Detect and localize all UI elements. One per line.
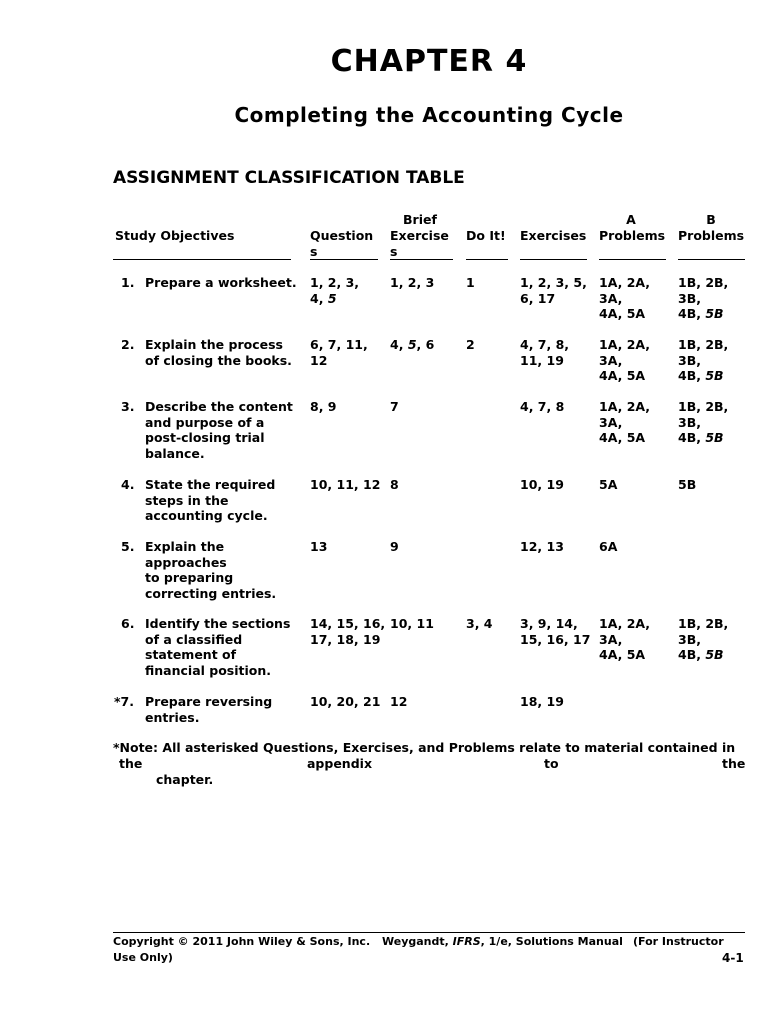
objective-text: Prepare reversing entries.: [145, 694, 273, 725]
chapter-title: CHAPTER 4: [330, 44, 528, 79]
exercises-cell: 4, 7, 8: [520, 399, 565, 414]
header-brief-word: Brief: [403, 212, 437, 227]
questions-cell: 10, 20, 21: [310, 694, 381, 709]
exercises-cell: 1, 2, 3, 5, 6, 17: [520, 275, 587, 306]
questions-cell: 1, 2, 3, 4, 5: [310, 275, 360, 306]
brief-exercises-cell: 8: [390, 477, 399, 492]
header-underline: [520, 259, 587, 260]
objective-number: 4.: [121, 477, 135, 492]
header-exercises: Exercises: [520, 228, 587, 243]
b-problems-cell: 5B: [678, 477, 697, 492]
header-study-objectives: Study Objectives: [115, 228, 235, 243]
questions-cell: 13: [310, 539, 328, 554]
header-do-it: Do It!: [466, 228, 506, 243]
questions-cell: 10, 11, 12: [310, 477, 381, 492]
footnote-word: the: [119, 756, 143, 771]
chapter-subtitle: Completing the Accounting Cycle: [234, 103, 624, 127]
a-problems-cell: 1A, 2A, 3A, 4A, 5A: [599, 275, 651, 322]
do-it-cell: 3, 4: [466, 616, 493, 631]
footnote-line-3: chapter.: [156, 772, 214, 787]
do-it-cell: 1: [466, 275, 475, 290]
footnote-word: appendix: [307, 756, 373, 771]
a-problems-cell: 6A: [599, 539, 618, 554]
a-problems-cell: 1A, 2A, 3A, 4A, 5A: [599, 616, 651, 663]
a-problems-cell: 5A: [599, 477, 618, 492]
header-underline: [390, 259, 453, 260]
table-title: ASSIGNMENT CLASSIFICATION TABLE: [113, 168, 465, 188]
objective-text: State the required steps in the accounting cycle.: [145, 477, 276, 524]
brief-exercises-cell: 10, 11: [390, 616, 434, 631]
brief-exercises-cell: 9: [390, 539, 399, 554]
exercises-cell: 18, 19: [520, 694, 564, 709]
footer-copyright: Copyright © 2011 John Wiley & Sons, Inc.: [113, 935, 371, 948]
exercises-cell: 12, 13: [520, 539, 564, 554]
objective-text: Explain the approaches to preparing correcting entries.: [145, 539, 277, 601]
header-underline: [113, 259, 291, 260]
objective-text: Prepare a worksheet.: [145, 275, 297, 290]
questions-cell: 6, 7, 11, 12: [310, 337, 368, 368]
objective-text: Describe the content and purpose of a post-closing trial balance.: [145, 399, 293, 461]
page-number: 4-1: [722, 951, 744, 965]
header-underline: [310, 259, 378, 260]
header-b-problems: B Problems: [678, 212, 745, 243]
exercises-cell: 10, 19: [520, 477, 564, 492]
a-problems-cell: 1A, 2A, 3A, 4A, 5A: [599, 399, 651, 446]
objective-number: 2.: [121, 337, 135, 352]
brief-exercises-cell: 12: [390, 694, 408, 709]
questions-cell: 14, 15, 16, 17, 18, 19: [310, 616, 386, 647]
b-problems-cell: 1B, 2B, 3B, 4B, 5B: [678, 399, 729, 446]
footer-book-info: [382, 934, 623, 950]
footer-use-only: Use Only): [113, 951, 173, 964]
header-questions: Question s: [310, 228, 374, 259]
footnote-word: the: [722, 756, 746, 771]
objective-number: 1.: [121, 275, 135, 290]
brief-exercises-cell: 4, 5, 6: [390, 337, 435, 352]
header-underline: [466, 259, 508, 260]
questions-cell: 8, 9: [310, 399, 337, 414]
objective-number: 5.: [121, 539, 135, 554]
header-brief-exercises-lower: Exercise s: [390, 228, 449, 259]
b-problems-cell: 1B, 2B, 3B, 4B, 5B: [678, 337, 729, 384]
exercises-cell: 3, 9, 14, 15, 16, 17: [520, 616, 591, 647]
objective-text: Explain the process of closing the books.: [145, 337, 292, 368]
objective-number: 6.: [121, 616, 135, 631]
objective-number: *7.: [114, 694, 134, 709]
footer-edition: , 1/e, Solutions Manual: [480, 935, 623, 948]
do-it-cell: 2: [466, 337, 475, 352]
footnote-word: to: [544, 756, 559, 771]
header-underline: [678, 259, 745, 260]
footer-instructor: (For Instructor: [633, 935, 724, 948]
b-problems-cell: 1B, 2B, 3B, 4B, 5B: [678, 616, 729, 663]
b-problems-cell: 1B, 2B, 3B, 4B, 5B: [678, 275, 729, 322]
header-a-problems: A Problems: [599, 212, 666, 243]
exercises-cell: 4, 7, 8, 11, 19: [520, 337, 570, 368]
brief-exercises-cell: 7: [390, 399, 399, 414]
brief-exercises-cell: 1, 2, 3: [390, 275, 435, 290]
a-problems-cell: 1A, 2A, 3A, 4A, 5A: [599, 337, 651, 384]
objective-number: 3.: [121, 399, 135, 414]
footnote-line-1: *Note: All asterisked Questions, Exercises, and Problems relate to material contained in: [113, 740, 736, 755]
header-underline: [599, 259, 666, 260]
footer-book-title: IFRS: [452, 935, 481, 948]
objective-text: Identify the sections of a classified statement of financial position.: [145, 616, 291, 678]
footer-rule: [113, 932, 745, 933]
footer-author: Weygandt,: [382, 935, 453, 948]
